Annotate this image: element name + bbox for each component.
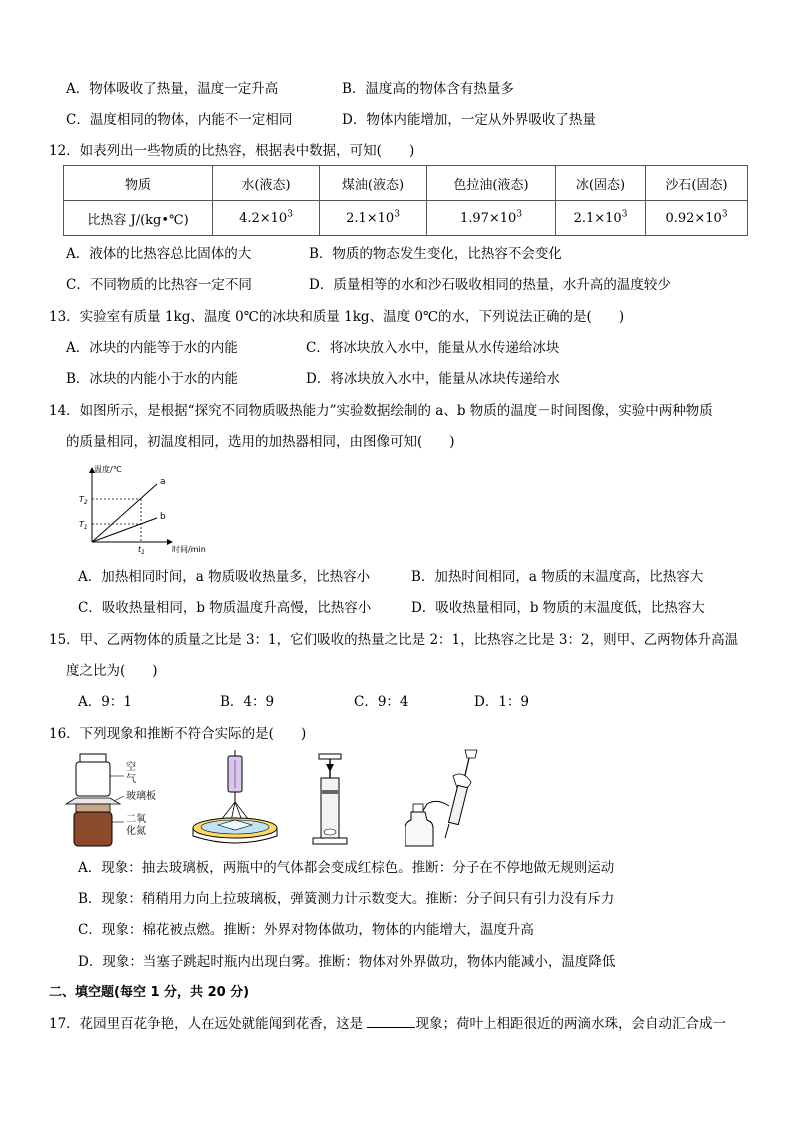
q12-option-d: D．质量相等的水和沙石吸收相同的热量，水升高的温度较少 (309, 277, 671, 293)
q12-option-a: A．液体的比热容总比固体的大 (66, 246, 252, 262)
q12-stem: 12．如表列出一些物质的比热容，根据表中数据，可知( ) (49, 143, 415, 159)
no2-label-2: 化氮 (126, 826, 146, 837)
q16-option-d: D．现象：当塞子跳起时瓶内出现白雾。推断：物体对外界做功，物体内能减小，温度降低 (78, 954, 616, 970)
q14-option-a: A．加热相同时间，a 物质吸收热量多，比热容小 (78, 569, 371, 585)
q16-option-c: C．现象：棉花被点燃。推断：外界对物体做功，物体的内能增大，温度升高 (78, 922, 534, 938)
line-a-label: a (160, 477, 166, 487)
q11-option-a: A．物体吸收了热量，温度一定升高 (66, 81, 279, 97)
table-header-cell: 煤油(液态) (320, 166, 427, 201)
y-axis-label: 温度/℃ (94, 465, 122, 474)
pump-bottle-figure (405, 748, 490, 850)
spring-scale-figure (190, 750, 285, 850)
answer-blank[interactable] (367, 1015, 415, 1028)
table-cell: $4.2\times 10^3$ (213, 201, 320, 236)
glass-label: 玻璃板 (126, 791, 156, 802)
q14-option-b: B．加热时间相同，a 物质的末温度高，比热容大 (411, 569, 704, 585)
temperature-time-graph (74, 460, 224, 560)
q16-stem: 16．下列现象和推断不符合实际的是( ) (49, 726, 307, 742)
x-axis-label: 时间/min (172, 545, 206, 554)
q11-option-c: C．温度相同的物体，内能不一定相同 (66, 112, 293, 128)
q15-option-d: D．1：9 (474, 694, 530, 710)
table-header-row (64, 166, 748, 201)
table-cell: $0.92\times 10^3$ (646, 201, 748, 236)
q15-option-c: C．9：4 (354, 694, 409, 710)
q13-option-c: C．将冰块放入水中，能量从水传递给冰块 (306, 340, 560, 356)
table-row (64, 201, 748, 236)
table-header-cell: 物质 (64, 166, 213, 201)
q15-option-a: A．9：1 (78, 694, 132, 710)
q12-option-b: B．物质的物态发生变化，比热容不会变化 (309, 246, 562, 262)
q15-stem-line1: 15．甲、乙两物体的质量之比是 3：1，它们吸收的热量之比是 2：1，比热容之比是 3：2，则甲、乙两物体升高温 (49, 632, 739, 648)
time-label: $t_1$ (138, 545, 145, 556)
no2-label-1: 二氧 (126, 814, 146, 825)
specific-heat-table (63, 165, 748, 236)
q13-option-a: A．冰块的内能等于水的内能 (66, 340, 238, 356)
air-label-2: 气 (126, 774, 136, 785)
q13-option-d: D．将冰块放入水中，能量从冰块传递给水 (306, 371, 560, 387)
q14-option-d: D．吸收热量相同，b 物质的末温度低，比热容大 (411, 600, 705, 616)
q11-option-d: D．物体内能增加，一定从外界吸收了热量 (342, 112, 596, 128)
table-header-cell: 水(液态) (213, 166, 320, 201)
q13-stem: 13．实验室有质量 1kg、温度 0℃的冰块和质量 1kg、温度 0℃的水，下列说法正确的是( ) (49, 309, 625, 325)
q11-option-b: B．温度高的物体含有热量多 (342, 81, 514, 97)
q17-stem (49, 1015, 726, 1033)
q13-option-b: B．冰块的内能小于水的内能 (66, 371, 238, 387)
table-header-cell: 冰(固态) (556, 166, 646, 201)
compression-cylinder-figure (305, 752, 355, 848)
gas-diffusion-figure (62, 750, 174, 850)
line-a (92, 484, 157, 542)
q14-stem-line1: 14．如图所示，是根据“探究不同物质吸热能力”实验数据绘制的 a、b 物质的温度－时间图像，实验中两种物质 (49, 403, 713, 419)
table-cell: $1.97\times 10^3$ (427, 201, 556, 236)
q15-stem-line2: 度之比为( ) (66, 663, 158, 679)
q17-text-pre: 17．花园里百花争艳，人在远处就能闻到花香，这是 (49, 1016, 368, 1032)
t1-label: $T_1$ (79, 520, 88, 531)
table-cell: $2.1\times 10^3$ (320, 201, 427, 236)
t2-label: $T_2$ (79, 495, 88, 506)
q14-stem-line2: 的质量相同，初温度相同，选用的加热器相同，由图像可知( ) (66, 434, 455, 450)
table-cell: $2.1\times 10^3$ (556, 201, 646, 236)
q15-option-b: B．4：9 (220, 694, 275, 710)
q16-option-a: A．现象：抽去玻璃板，两瓶中的气体都会变成红棕色。推断：分子在不停地做无规则运动 (78, 860, 615, 876)
line-b (92, 518, 157, 542)
air-label-1: 空 (126, 762, 136, 773)
section-heading: 二、填空题(每空 1 分，共 20 分) (49, 985, 250, 1000)
q14-option-c: C．吸收热量相同，b 物质温度升高慢，比热容小 (78, 600, 372, 616)
table-header-cell: 色拉油(液态) (427, 166, 556, 201)
q17-text-post: 现象；荷叶上相距很近的两滴水珠，会自动汇合成一 (415, 1016, 726, 1032)
table-row-label: 比热容 J/(kg•℃) (64, 201, 213, 236)
line-b-label: b (160, 512, 166, 522)
table-header-cell: 沙石(固态) (646, 166, 748, 201)
q12-option-c: C．不同物质的比热容一定不同 (66, 277, 252, 293)
q16-option-b: B．现象：稍稍用力向上拉玻璃板，弹簧测力计示数变大。推断：分子间只有引力没有斥力 (78, 891, 615, 907)
